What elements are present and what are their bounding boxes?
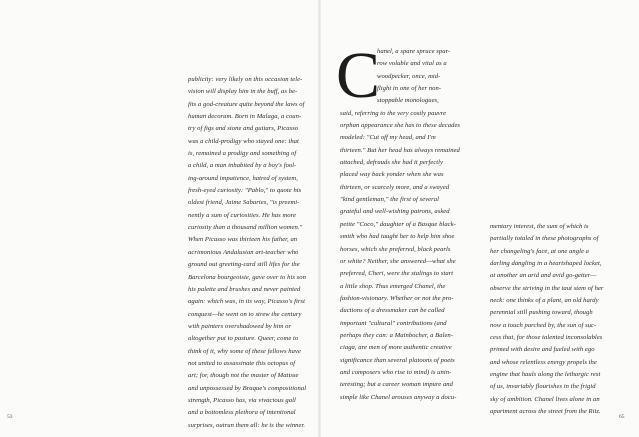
text-line: horses, which she preferred, black pearls [340, 245, 451, 253]
text-line: vision will display him in the buff, as be- [188, 88, 298, 96]
left-page-column [188, 74, 308, 432]
text-line: acrimonious Andalusian art-teacher who [188, 248, 299, 256]
text-line: fashion-visionary. Whether or not the pro- [340, 294, 454, 302]
text-line: primed with desire and fueled with ego [490, 346, 595, 354]
text-line: and a bottomless plethora of intentional [188, 409, 296, 417]
text-line: not united to assassinate this octopus of [188, 359, 296, 367]
text-line: of us, invariably flourishes in the frigid [490, 383, 596, 391]
text-line: woodpecker, once, mid- [377, 72, 441, 80]
text-line: ciaga, are men of more authentic creative [340, 344, 452, 352]
text-line: smith who had taught her to help him shoe [340, 233, 455, 241]
drop-cap: C [336, 39, 381, 112]
text-line: fits a god-creature quite beyond the laws of [188, 100, 305, 108]
text-line: conquest—he went on to strew the century [188, 310, 302, 318]
text-line: art; for, though not the master of Matisse [188, 372, 299, 380]
text-line: orphan appearance she has to these decades [340, 122, 461, 130]
text-line: and composers who rise to mind) is unin- [340, 368, 452, 376]
text-line: petite "Coco," daughter of a Basque black- [340, 220, 456, 228]
text-line: thirteen." But her head has always remained [340, 146, 460, 154]
text-line: flight in one of her non- [377, 85, 442, 93]
text-line: placed way back yonder when she was [340, 171, 444, 179]
text-line: engine that hauls along the lethargic rest [490, 371, 601, 379]
text-line: think of it, why some of these fellows have [188, 347, 301, 355]
text-line: perhaps they can: a Mainbocher, a Balen- [340, 331, 454, 339]
text-line: When Picasso was thirteen his father, an [188, 236, 298, 244]
text-line: hanel, a spare spruce spar- [377, 48, 451, 55]
text-line: grateful and well-wishing patrons, asked [340, 208, 450, 216]
right-page-column-1 [340, 46, 472, 404]
text-line: modeled: "Cut off my head, and I'm [340, 134, 436, 142]
text-line: strength, Picasso has, via vivacious gall [188, 396, 296, 404]
text-line: human decorum. Born in Malaga, a coun- [188, 113, 302, 121]
text-line: publicity: very likely on this occasion tele- [188, 76, 303, 83]
text-line: perennial still pushing toward, though [490, 309, 593, 317]
text-line: sky of ambition. Chanel lives alone in an [490, 395, 600, 403]
text-line: and unpossessed by Braque's compositional [188, 384, 307, 392]
text-line: "kind gentleman," the first of several [340, 196, 439, 204]
text-line: ground out greeting-card still lifes for the [188, 261, 300, 269]
text-line: a child, a man inhabited by a boy's fool- [188, 162, 297, 170]
text-line: partially totaled in these photographs of [490, 235, 599, 243]
text-line: mentary interest, the sum of which is [490, 223, 589, 230]
text-line: apartment across the street from the Ritz. [490, 408, 601, 416]
text-line: important "cultural" contributions (and [340, 319, 447, 327]
text-line: was a child-prodigy who stayed one: that [188, 137, 299, 145]
text-line: now a touch parched by, the sun of suc- [490, 321, 597, 329]
text-line: simple like Chanel arouses anyway a docu- [340, 393, 457, 401]
right-page-number: 65 [619, 414, 625, 420]
text-line: is, remained a prodigy and something of [188, 150, 297, 158]
text-line: her changeling's face, at one angle a [490, 247, 590, 255]
text-line: surprises, outrun them all: he is the winner. [188, 421, 306, 429]
text-line: said, referring to the very costly pauvre [340, 109, 447, 117]
text-line: row voluble and vital as a [377, 60, 447, 68]
text-line: ing-around impatience, hatred of system, [188, 174, 298, 182]
text-line: nently a sum of curiosities. He has more [188, 211, 296, 219]
page-gutter [318, 0, 321, 437]
text-line: his palette and brushes and never painted [188, 285, 301, 293]
text-line: again: which was, in its way, Picasso's first [188, 298, 306, 306]
text-line: significance than several platoons of poets [340, 356, 455, 364]
text-line: darling dangling in a heartshaped locket, [490, 260, 602, 268]
text-line: attached, defrauds she had it perfectly [340, 159, 444, 167]
text-line: curiosity than a thousand million women." [188, 224, 303, 232]
text-line: preferred, Cheri, were the stalings to start [340, 270, 454, 278]
text-line: try of figs and stone and guitars, Picasso [188, 125, 299, 133]
text-line: oldest friend, Jaime Sabartes, "is preemi- [188, 199, 300, 207]
text-line: teresting; but a career woman impure and [340, 381, 453, 389]
text-line: with painters overshadowed by him or [188, 322, 292, 330]
text-line: thirteen, or scarcely more, and a swayed [340, 183, 450, 191]
text-line: stoppable monologues, [377, 97, 439, 105]
text-line: Barcelona bourgeoisie, gave over to his son [188, 273, 306, 281]
right-page-column-2 [490, 221, 624, 419]
text-line: and whose relentless energy propels the [490, 358, 597, 366]
text-line: observe the striving in the taut stem of her [490, 284, 604, 292]
text-line: fresh-eyed curiosity: "Pablo," to quote his [188, 187, 302, 195]
text-line: altogether put to pasture. Queer, come to [188, 335, 299, 343]
text-line: ductions of a dressmaker can be called [340, 307, 445, 315]
left-page-number: 53 [7, 414, 13, 420]
text-line: or white? Neither, she answered—what she [340, 257, 456, 265]
text-line: a little shop. Thus emerged Chanel, the [340, 282, 446, 290]
text-line: neck: one thinks of a plant, an old hardy [490, 297, 599, 305]
text-line: at another an arid and avid go-getter— [490, 272, 597, 280]
text-line: cess that, for those talented inconsolables [490, 334, 603, 342]
